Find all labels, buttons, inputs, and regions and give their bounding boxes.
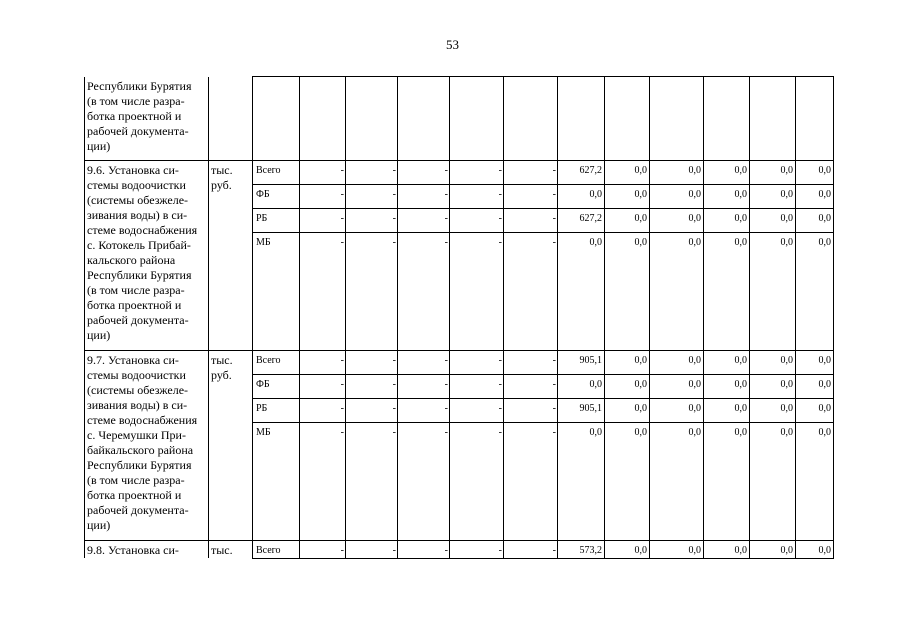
empty-cell — [450, 77, 504, 161]
item-name — [85, 161, 209, 351]
empty-cell — [605, 77, 650, 161]
table-row — [85, 541, 834, 559]
dash-cell: - — [398, 423, 450, 541]
item-name — [85, 541, 209, 559]
dash-cell: - — [450, 209, 504, 233]
value-cell: 573,2 — [558, 541, 605, 559]
source-cell: МБ — [253, 233, 300, 351]
item-name-line: стеме водоснабжения — [87, 413, 198, 427]
value-cell: 0,0 — [750, 351, 796, 375]
item-name-line: (в том числе разра- — [87, 283, 185, 297]
value-cell: 0,0 — [650, 209, 704, 233]
dash-cell: - — [504, 161, 558, 185]
dash-cell: - — [504, 185, 558, 209]
value-cell: 0,0 — [796, 399, 834, 423]
dash-cell: - — [398, 233, 450, 351]
value-cell: 0,0 — [558, 233, 605, 351]
empty-cell — [796, 77, 834, 161]
dash-cell: - — [504, 423, 558, 541]
value-cell: 0,0 — [796, 351, 834, 375]
dash-cell: - — [300, 233, 346, 351]
item-name-line: (в том числе разра- — [87, 93, 185, 108]
unit-cell — [209, 541, 253, 559]
value-cell: 0,0 — [650, 161, 704, 185]
source-cell: Всего — [253, 541, 300, 559]
empty-cell — [398, 77, 450, 161]
empty-cell — [504, 77, 558, 161]
item-name-line: ции) — [87, 138, 111, 153]
source-cell: ФБ — [253, 375, 300, 399]
dash-cell: - — [346, 185, 398, 209]
item-name — [85, 351, 209, 541]
dash-cell: - — [398, 209, 450, 233]
empty-cell — [704, 77, 750, 161]
source-cell: ФБ — [253, 185, 300, 209]
dash-cell: - — [300, 541, 346, 559]
dash-cell: - — [450, 399, 504, 423]
value-cell: 0,0 — [558, 375, 605, 399]
item-name-line: зивания воды) в си- — [87, 208, 188, 222]
dash-cell: - — [398, 375, 450, 399]
dash-cell: - — [346, 161, 398, 185]
item-name — [85, 77, 209, 161]
value-cell: 0,0 — [796, 161, 834, 185]
value-cell: 0,0 — [796, 541, 834, 559]
value-cell: 0,0 — [650, 375, 704, 399]
item-name-line: рабочей документа- — [87, 123, 189, 138]
empty-cell — [253, 77, 300, 161]
table-row — [85, 161, 834, 185]
value-cell: 0,0 — [704, 375, 750, 399]
dash-cell: - — [398, 399, 450, 423]
value-cell: 0,0 — [650, 185, 704, 209]
dash-cell: - — [300, 161, 346, 185]
item-name-line: ботка проектной и — [87, 108, 182, 123]
value-cell: 0,0 — [750, 399, 796, 423]
dash-cell: - — [300, 351, 346, 375]
dash-cell: - — [450, 423, 504, 541]
value-cell: 0,0 — [605, 541, 650, 559]
item-name-line: ции) — [87, 518, 111, 532]
empty-cell — [346, 77, 398, 161]
item-name-line: с. Черемушки При- — [87, 428, 186, 442]
value-cell: 0,0 — [605, 209, 650, 233]
dash-cell: - — [398, 185, 450, 209]
table-row — [85, 351, 834, 375]
dash-cell: - — [450, 233, 504, 351]
value-cell: 0,0 — [605, 351, 650, 375]
dash-cell: - — [346, 541, 398, 559]
value-cell: 0,0 — [704, 423, 750, 541]
value-cell: 0,0 — [650, 351, 704, 375]
dash-cell: - — [504, 209, 558, 233]
value-cell: 0,0 — [558, 423, 605, 541]
dash-cell: - — [300, 423, 346, 541]
dash-cell: - — [398, 161, 450, 185]
item-name-line: Республики Бурятия — [87, 458, 192, 472]
dash-cell: - — [346, 351, 398, 375]
value-cell: 905,1 — [558, 351, 605, 375]
dash-cell: - — [300, 209, 346, 233]
value-cell: 0,0 — [750, 423, 796, 541]
source-cell: Всего — [253, 161, 300, 185]
value-cell: 0,0 — [605, 423, 650, 541]
value-cell: 0,0 — [750, 233, 796, 351]
dash-cell: - — [504, 351, 558, 375]
value-cell: 0,0 — [704, 233, 750, 351]
item-name-line: стеме водоснабжения — [87, 223, 198, 237]
empty-cell — [300, 77, 346, 161]
dash-cell: - — [346, 209, 398, 233]
source-cell: РБ — [253, 399, 300, 423]
source-cell: МБ — [253, 423, 300, 541]
dash-cell: - — [398, 351, 450, 375]
value-cell: 0,0 — [796, 423, 834, 541]
value-cell: 0,0 — [750, 185, 796, 209]
source-cell: Всего — [253, 351, 300, 375]
value-cell: 0,0 — [605, 375, 650, 399]
item-name-line: стемы водоочистки — [87, 368, 186, 382]
item-name-line: рабочей документа- — [87, 503, 189, 517]
value-cell: 0,0 — [704, 351, 750, 375]
dash-cell: - — [346, 233, 398, 351]
unit-line: тыс. — [211, 543, 233, 557]
value-cell: 0,0 — [796, 209, 834, 233]
item-name-line: с. Котокель Прибай- — [87, 238, 191, 252]
value-cell: 0,0 — [605, 233, 650, 351]
value-cell: 0,0 — [796, 233, 834, 351]
value-cell: 0,0 — [704, 161, 750, 185]
item-name-line: ботка проектной и — [87, 488, 182, 502]
value-cell: 0,0 — [796, 375, 834, 399]
value-cell: 0,0 — [650, 423, 704, 541]
item-name-line: Республики Бурятия — [87, 78, 192, 93]
value-cell: 0,0 — [605, 161, 650, 185]
value-cell: 0,0 — [704, 209, 750, 233]
unit-cell — [209, 161, 253, 351]
item-name-line: ботка проектной и — [87, 298, 182, 312]
empty-cell — [558, 77, 605, 161]
dash-cell: - — [504, 541, 558, 559]
dash-cell: - — [450, 541, 504, 559]
unit-line: тыс. — [211, 353, 233, 367]
dash-cell: - — [504, 399, 558, 423]
value-cell: 0,0 — [750, 209, 796, 233]
dash-cell: - — [346, 399, 398, 423]
dash-cell: - — [450, 351, 504, 375]
unit-line: руб. — [211, 178, 232, 192]
source-cell: РБ — [253, 209, 300, 233]
unit-line: руб. — [211, 368, 232, 382]
dash-cell: - — [300, 375, 346, 399]
value-cell: 0,0 — [704, 541, 750, 559]
value-cell: 627,2 — [558, 209, 605, 233]
empty-cell — [650, 77, 704, 161]
item-name-line: (системы обезжеле- — [87, 383, 189, 397]
dash-cell: - — [504, 375, 558, 399]
value-cell: 0,0 — [704, 185, 750, 209]
unit-cell — [209, 351, 253, 541]
value-cell: 627,2 — [558, 161, 605, 185]
fragment-row — [85, 77, 834, 161]
dash-cell: - — [450, 375, 504, 399]
value-cell: 0,0 — [558, 185, 605, 209]
dash-cell: - — [346, 375, 398, 399]
dash-cell: - — [450, 185, 504, 209]
dash-cell: - — [450, 161, 504, 185]
item-name-line: 9.7. Установка си- — [87, 353, 179, 367]
value-cell: 0,0 — [750, 541, 796, 559]
value-cell: 0,0 — [650, 541, 704, 559]
empty-cell — [750, 77, 796, 161]
value-cell: 0,0 — [796, 185, 834, 209]
dash-cell: - — [300, 399, 346, 423]
value-cell: 0,0 — [750, 375, 796, 399]
unit-line: тыс. — [211, 163, 233, 177]
value-cell: 0,0 — [605, 185, 650, 209]
item-name-line: (в том числе разра- — [87, 473, 185, 487]
item-name-line: (системы обезжеле- — [87, 193, 189, 207]
item-name-line: байкальского района — [87, 443, 194, 457]
dash-cell: - — [300, 185, 346, 209]
item-name-line: стемы водоочистки — [87, 178, 186, 192]
item-name-line: 9.8. Установка си- — [87, 543, 179, 557]
value-cell: 905,1 — [558, 399, 605, 423]
budget-table — [84, 76, 834, 559]
item-name-line: кальского района — [87, 253, 176, 267]
item-name-line: 9.6. Установка си- — [87, 163, 179, 177]
unit-cell — [209, 77, 253, 161]
item-name-line: рабочей документа- — [87, 313, 189, 327]
dash-cell: - — [346, 423, 398, 541]
value-cell: 0,0 — [650, 233, 704, 351]
item-name-line: зивания воды) в си- — [87, 398, 188, 412]
value-cell: 0,0 — [704, 399, 750, 423]
item-name-line: ции) — [87, 328, 111, 342]
dash-cell: - — [398, 541, 450, 559]
dash-cell: - — [504, 233, 558, 351]
page-number: 53 — [446, 37, 459, 52]
value-cell: 0,0 — [605, 399, 650, 423]
value-cell: 0,0 — [650, 399, 704, 423]
item-name-line: Республики Бурятия — [87, 268, 192, 282]
value-cell: 0,0 — [750, 161, 796, 185]
